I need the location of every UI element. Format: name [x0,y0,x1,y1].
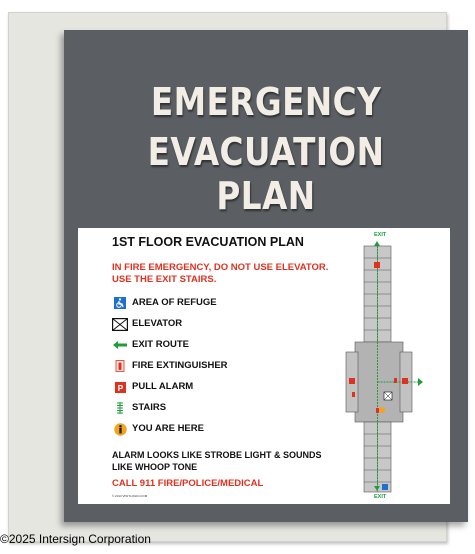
pull-alarm-icon [112,380,128,394]
floor-map-drawing [340,232,424,500]
legend-item-pull-alarm [112,380,322,394]
stairs-icon [112,401,128,415]
legend-label: YOU ARE HERE [132,423,204,434]
legend-label: STAIRS [132,402,167,413]
floor-map [340,232,424,505]
legend-label: FIRE EXTINGUISHER [132,360,228,371]
map-exit-bottom: EXIT [374,494,387,500]
you-are-here-icon [112,422,128,436]
fine-print: © 2013 VISITLOGIN.COM [112,494,148,498]
sign-title-line1: EMERGENCY [150,80,382,124]
sign-title-line2: EVACUATION PLAN [147,130,385,218]
fire-extinguisher-icon [112,359,128,373]
svg-text:P: P [117,382,123,393]
legend-label: PULL ALARM [132,381,194,392]
legend-item-stairs [112,401,322,415]
plan-title: 1ST FLOOR EVACUATION PLAN [112,235,304,249]
copyright: ©2025 Intersign Corporation [0,532,151,546]
wheelchair-icon [112,296,128,310]
map-exit-top: EXIT [374,232,387,238]
legend-label: EXIT ROUTE [132,339,190,350]
alarm-note: ALARM LOOKS LIKE STROBE LIGHT & SOUNDS LIKE WHOOP TONE [112,450,322,472]
legend-item-exit-route [112,338,322,352]
floor-plan-panel [78,228,450,504]
legend-label: ELEVATOR [132,318,183,329]
legend-label: AREA OF REFUGE [132,297,217,308]
arrow-left-icon [112,338,128,352]
fire-warning: IN FIRE EMERGENCY, DO NOT USE ELEVATOR. USE THE EXIT STAIRS. [112,262,329,285]
legend-item-you-are-here [112,422,322,436]
legend-item-area-of-refuge [112,296,322,310]
emergency-call: CALL 911 FIRE/POLICE/MEDICAL [112,478,264,489]
legend-item-fire-extinguisher [112,359,322,373]
legend-item-elevator [112,317,322,331]
elevator-icon [112,317,128,331]
evacuation-sign [64,30,468,522]
